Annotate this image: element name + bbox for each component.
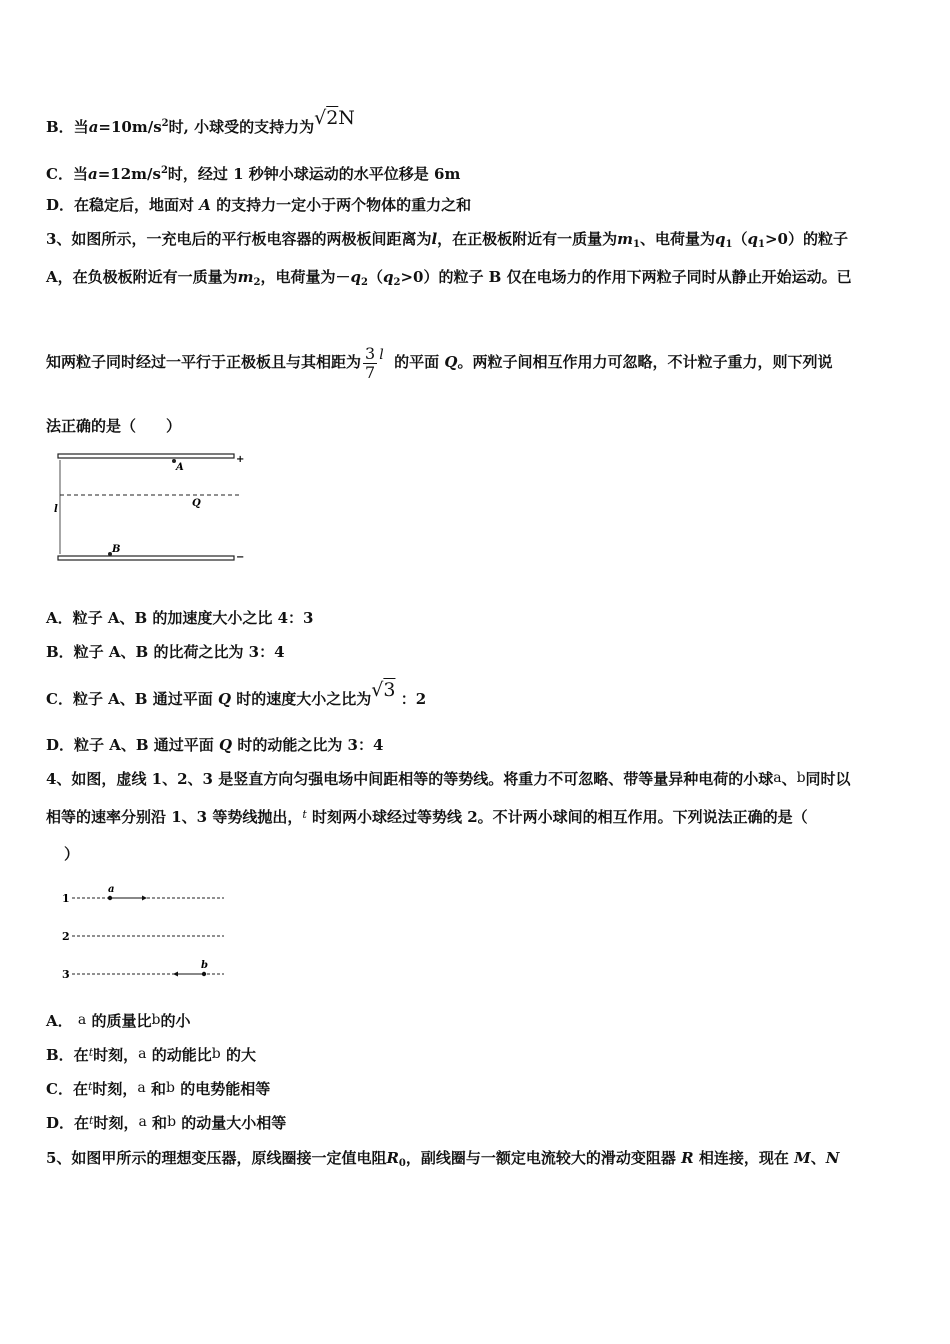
option-c-text: 时的速度大小之比为: [236, 690, 372, 708]
option-d-text: 时的动能之比为 3：4: [237, 736, 384, 754]
var-m: m: [237, 268, 254, 286]
q3-text: （: [732, 230, 748, 248]
q3-text: 3、如图所示，一充电后的平行板电容器的两极板间距离为: [46, 230, 432, 248]
q3-option-a: [46, 608, 314, 628]
capacitor-figure: [50, 448, 250, 570]
var-M: M: [794, 1149, 811, 1167]
q5-text: 、: [810, 1149, 826, 1167]
option-c-text: 的电势能相等: [180, 1080, 271, 1098]
subscript: 1: [758, 239, 765, 250]
var-b: b: [211, 1046, 221, 1062]
option-c-text: 时，经过 1 秒钟小球运动的水平位移是 6m: [167, 165, 461, 183]
var-m: m: [617, 230, 634, 248]
option-d-text: 的动量大小相等: [181, 1114, 287, 1132]
var-a: a: [137, 1080, 146, 1096]
accel-value: =12m/s: [97, 165, 161, 183]
sqrt-value: 3: [383, 679, 396, 701]
option-b-text: 的大: [225, 1046, 256, 1064]
option-b-text: 的动能比: [151, 1046, 212, 1064]
var-Q: Q: [444, 353, 458, 371]
option-d-text: 时刻，: [93, 1114, 139, 1132]
option-b-text: 时刻，: [93, 1046, 139, 1064]
option-b-label: B．在: [46, 1046, 89, 1064]
sqrt-sign: √: [314, 107, 327, 129]
var-N: N: [825, 1149, 840, 1167]
sqrt-value: 2: [326, 107, 339, 129]
q3-line-2: [46, 267, 852, 293]
q5-line-1: [46, 1148, 839, 1174]
q4-line-3: [64, 844, 79, 864]
var-Q: Q: [219, 736, 233, 754]
q4-text: 相等的速率分别沿 1、3 等势线抛出，: [46, 808, 303, 826]
option-c-text: 时刻，: [92, 1080, 138, 1098]
var-A: A: [199, 196, 211, 214]
q3-text: （: [367, 268, 383, 286]
subscript: 2: [361, 277, 368, 288]
var-t: t: [89, 1114, 94, 1127]
option-c-text: 和: [150, 1080, 166, 1098]
q4-text: 、: [781, 770, 797, 788]
q3-text: 。两粒子间相互作用力可忽略，不计粒子重力，则下列说: [457, 353, 833, 371]
equipotential-figure: [58, 880, 230, 984]
superscript: 2: [160, 165, 168, 176]
q3-option-d: [46, 735, 383, 755]
ball-a-arrowhead: [142, 896, 147, 901]
option-d-text: D．粒子 A、B 通过平面: [46, 736, 214, 754]
option-a-text: 的质量比: [91, 1012, 152, 1030]
option-c-text: C．粒子 A、B 通过平面: [46, 690, 213, 708]
var-R: R: [681, 1149, 694, 1167]
var-a: a: [87, 165, 98, 183]
var-q: q: [350, 268, 361, 286]
ball-a-label: a: [108, 884, 115, 895]
q3-text: 法正确的是（ ）: [46, 417, 182, 435]
var-Q: Q: [217, 690, 232, 708]
q3-text: 的平面: [394, 353, 440, 371]
negative-plate: [58, 556, 234, 560]
ball-b-arrowhead: [173, 972, 178, 977]
label-q: Q: [192, 498, 201, 509]
frac-numerator: 3: [365, 343, 376, 363]
var-t: t: [88, 1046, 94, 1059]
q3-text: ，在正极板附近有一质量为: [437, 230, 618, 248]
var-b: b: [796, 770, 806, 786]
unit-n: N: [338, 107, 355, 129]
var-q: q: [715, 230, 726, 248]
option-b-text: B．粒子 A、B 的比荷之比为 3：4: [46, 643, 285, 661]
q3-text: >0）的粒子 B 仅在电场力的作用下两粒子同时从静止开始运动。已: [400, 268, 852, 286]
var-l: l: [431, 230, 438, 248]
option-c-label: C．在: [46, 1080, 88, 1098]
ball-b-label: b: [201, 960, 208, 971]
var-R: R: [386, 1149, 399, 1167]
q4-option-a: [46, 1011, 190, 1032]
var-t: t: [302, 808, 307, 821]
q3-line-1: [46, 229, 848, 255]
q5-text: 相连接，现在: [698, 1149, 789, 1167]
positive-plate: [58, 454, 234, 458]
var-a: a: [773, 770, 782, 786]
line-2-label: 2: [62, 930, 70, 943]
q3-text: 知两粒子同时经过一平行于正极板且与其相距为: [46, 353, 362, 371]
var-q: q: [747, 230, 759, 248]
frac-denominator: 7: [365, 362, 376, 382]
sqrt-sign: √: [371, 679, 384, 701]
var-b: b: [167, 1114, 177, 1130]
q4-option-c: [46, 1079, 270, 1101]
q2-option-d: [46, 195, 471, 215]
label-a: A: [176, 462, 184, 473]
option-c-label: C．当: [46, 165, 88, 183]
q3-text: >0）的粒子: [764, 230, 848, 248]
var-q: q: [382, 268, 394, 286]
var-b: b: [151, 1012, 161, 1028]
superscript: 2: [161, 118, 169, 129]
q4-option-b: [46, 1045, 256, 1067]
var-a: a: [138, 1046, 147, 1062]
subscript: 2: [253, 277, 261, 288]
plus-sign: +: [236, 454, 245, 465]
q3-line-4: [46, 416, 181, 436]
minus-sign: −: [236, 552, 245, 563]
var-b: b: [166, 1080, 175, 1096]
option-b-label: B．当: [46, 118, 89, 136]
option-a-label: A．: [46, 1012, 73, 1030]
q4-text: 时刻两小球经过等势线 2。不计两小球间的相互作用。下列说法正确的是（: [311, 808, 808, 826]
q4-line-2: [46, 807, 808, 829]
q3-text: ，电荷量为－: [260, 268, 351, 286]
var-a: a: [88, 118, 99, 136]
q4-option-d: [46, 1113, 286, 1135]
q2-option-b: [46, 107, 355, 137]
label-l: l: [54, 504, 58, 515]
q3-option-b: [46, 642, 285, 662]
option-d-text: 和: [152, 1114, 168, 1132]
q3-option-c: [46, 679, 427, 709]
q4-text: 4、如图，虚线 1、2、3 是竖直方向匀强电场中间距相等的等势线。将重力不可忽略、带等量异种电荷的小球: [46, 770, 774, 788]
option-d-label: D．在: [46, 1114, 90, 1132]
q3-text: 、电荷量为: [640, 230, 716, 248]
fraction-3-7: [363, 345, 377, 382]
q2-option-c: [46, 161, 460, 184]
q4-text: ）: [64, 845, 80, 863]
q5-text: ，副线圈与一额定电流较大的滑动变阻器: [405, 1149, 676, 1167]
subscript: 0: [398, 1158, 406, 1169]
option-c-text: ：2: [400, 690, 427, 708]
q3-line-3: [46, 334, 832, 391]
q5-text: 5、如图甲所示的理想变压器，原线圈接一定值电阻: [46, 1149, 387, 1167]
q4-line-1: [46, 769, 851, 790]
q4-text: 同时以: [805, 770, 851, 788]
line-1-label: 1: [62, 892, 70, 905]
option-b-text: 时, 小球受的支持力为: [168, 118, 315, 136]
option-d-label: D．在稳定后，地面对: [46, 196, 195, 214]
var-l: l: [379, 347, 384, 363]
subscript: 2: [393, 277, 401, 288]
accel-value: =10m/s: [98, 118, 162, 136]
subscript: 1: [725, 239, 733, 250]
q3-text: A，在负极板附近有一质量为: [46, 268, 238, 286]
label-b: B: [112, 544, 121, 555]
line-3-label: 3: [62, 968, 70, 981]
option-a-text: 的小: [160, 1012, 191, 1030]
var-a: a: [77, 1012, 87, 1028]
option-d-text: 的支持力一定小于两个物体的重力之和: [216, 196, 472, 214]
subscript: 1: [633, 239, 641, 250]
option-a-text: A．粒子 A、B 的加速度大小之比 4：3: [46, 609, 314, 627]
var-t: t: [87, 1080, 93, 1093]
var-a: a: [138, 1114, 147, 1130]
